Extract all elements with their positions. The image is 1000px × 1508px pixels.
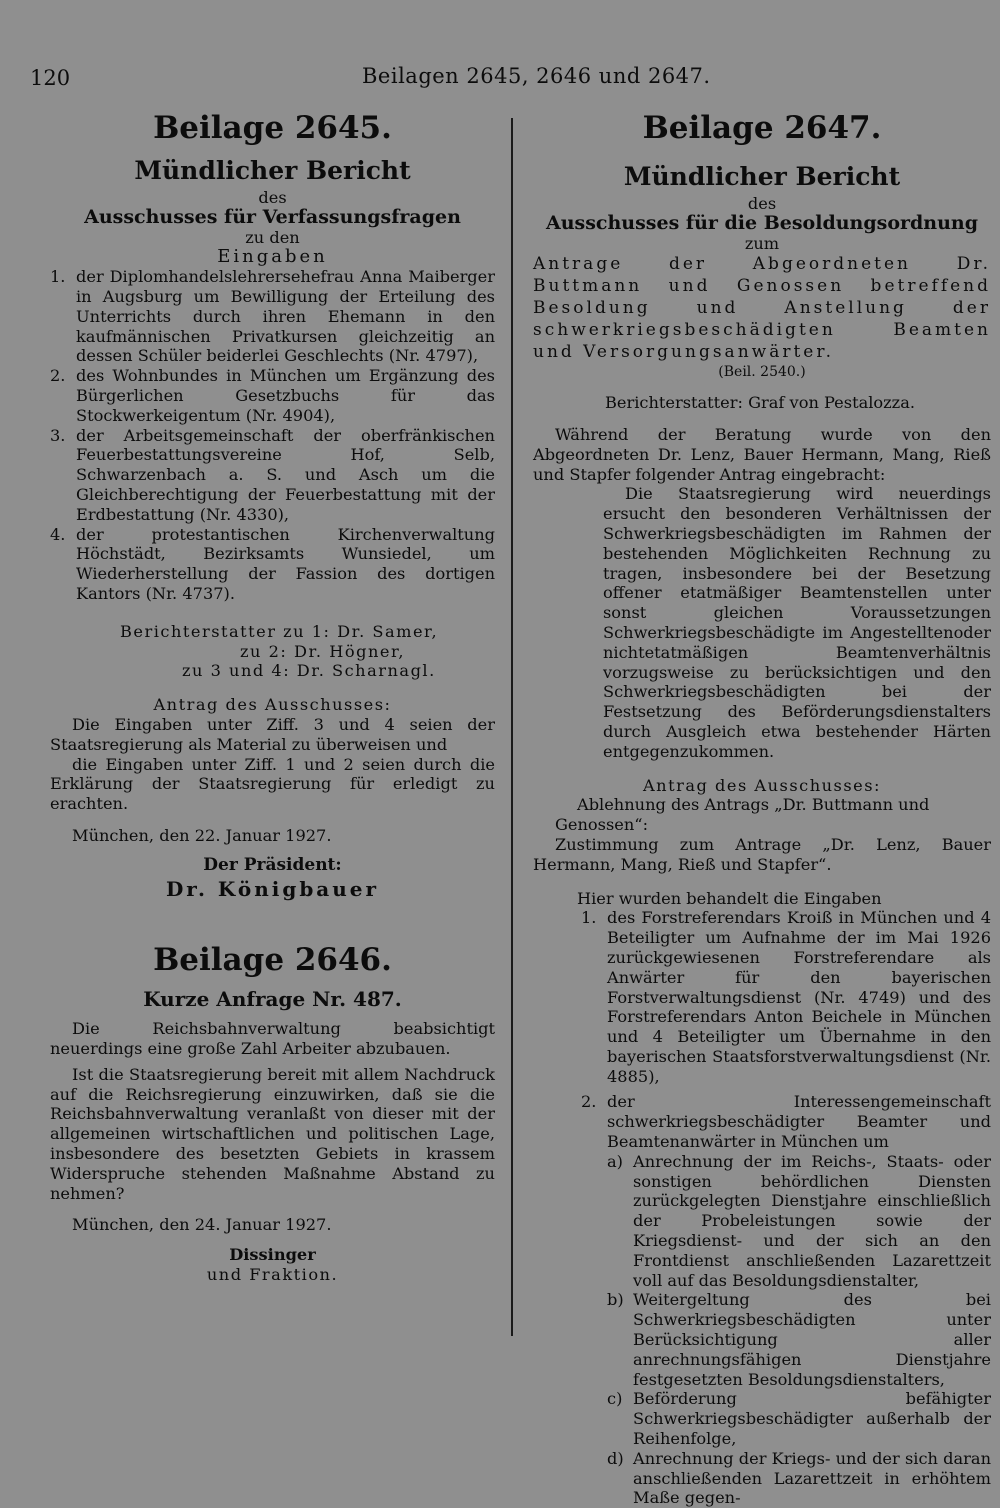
des-label: des xyxy=(747,194,777,213)
sub-item xyxy=(607,1449,991,1508)
quoted-motion: Die Staatsregierung wird neuerdings ersucht den besonderen Verhältnissen der Schwerkriegsbeschädigten im Rahmen der bestehenden Möglichkeiten Rechnung zu tragen, insbesondere bei der Besetzung offener etatmäßiger Beamtenstellen unter sonst gleichen Voraussetzungen Schwerkriegsbeschädigte im Angestelltenoder nichtetatmäßigen Beamtenverhältnis vorzugsweise zu berücksichtigen und den Schwerkriegsbeschädigten bei der Festsetzung des Beförderungsdienstalters durch Ausgleich etwa bestehender Härten entgegenzukommen. xyxy=(603,484,991,761)
item-text: der Arbeitsgemeinschaft der oberfränkischen Feuerbestattungsvereine Hof, Selb, Schwarzenbach a. S. und Asch um die Gleichberechtigung der Feuerbestattung mit der Erdbestattung (Nr. 4330), xyxy=(76,425,495,524)
item-number: 1. xyxy=(581,908,597,928)
intro-paragraph: Während der Beratung wurde von den Abgeordneten Dr. Lenz, Bauer Hermann, Mang, Rieß und Stapfer folgender Antrag eingebracht: xyxy=(533,424,991,484)
president-title: Der Präsident: xyxy=(203,854,342,875)
reporter-line: zu 2: Dr. Högner, xyxy=(240,641,406,661)
fraktion-label: und Fraktion. xyxy=(206,1265,339,1285)
report-heading: Mündlicher Bericht xyxy=(623,162,901,191)
beilage-2645-title: Beilage 2645. xyxy=(153,110,392,146)
item-text: des Forstreferendars Kroiß in München und 4 Beteiligter um Aufnahme der im Mai 1926 zurückgewiesenen Forstreferendare als Anwärter für den bayerischen Forstverwaltungsdienst (Nr. 4749) und des Forstreferendars Anton Beichele in München und 4 Beteiligter um Übernahme in den bayerischen Staatsforstverwaltungsdienst (Nr. 4885), xyxy=(607,908,991,1086)
anfrage-title: Kurze Anfrage Nr. 487. xyxy=(143,986,402,1011)
reporter-line: Berichterstatter: Graf von Pestalozza. xyxy=(605,393,915,413)
item-number: 4. xyxy=(50,524,66,544)
list-item xyxy=(50,366,495,425)
report-heading: Mündlicher Bericht xyxy=(134,156,411,185)
signer-name: Dissinger xyxy=(229,1245,316,1265)
sub-item xyxy=(607,1389,991,1448)
list-item xyxy=(50,525,495,604)
sub-item-letter: c) xyxy=(607,1389,623,1409)
committee-name: Ausschusses für Verfassungsfragen xyxy=(84,205,461,228)
running-title: Beilagen 2645, 2646 und 2647. xyxy=(362,64,711,88)
eingaben-list xyxy=(533,908,991,1508)
item-number: 2. xyxy=(50,366,66,386)
eingaben-list xyxy=(50,267,495,604)
list-item xyxy=(50,267,495,366)
page-number: 120 xyxy=(30,66,71,90)
antrag-paragraph: die Eingaben unter Ziff. 1 und 2 seien durch die Erklärung der Staatsregierung für erledigt zu erachten. xyxy=(50,754,495,814)
sub-list xyxy=(581,1152,991,1508)
sub-item-letter: d) xyxy=(607,1448,624,1468)
beilage-2647-title: Beilage 2647. xyxy=(642,110,882,146)
sub-item-text: Anrechnung der Kriegs- und der sich daran anschließenden Lazarettzeit in erhöhtem Maße gegen- xyxy=(633,1448,991,1508)
antrag-paragraph: Die Eingaben unter Ziff. 3 und 4 seien der Staatsregierung als Material zu überweisen und xyxy=(50,714,495,754)
antrag-heading: Antrag des Ausschusses: xyxy=(642,775,881,795)
item-number: 1. xyxy=(50,267,66,287)
beilage-2646-title: Beilage 2646. xyxy=(153,941,392,978)
column-divider xyxy=(511,118,513,1336)
sub-item-text: Beförderung befähigter Schwerkriegsbeschädigter außerhalb der Reihenfolge, xyxy=(633,1389,991,1449)
ablehnung-line: Ablehnung des Antrags „Dr. Buttmann und Genossen“: xyxy=(555,795,930,835)
des-label: des xyxy=(258,188,287,207)
sub-item-letter: b) xyxy=(607,1290,624,1310)
sub-item-letter: a) xyxy=(607,1151,623,1171)
item-text: der protestantischen Kirchenverwaltung Höchstädt, Bezirksamts Wunsiedel, um Wiederherstellung der Fassion des dortigen Kantors (Nr. 4737). xyxy=(76,524,495,603)
sub-item-text: Weitergeltung des bei Schwerkriegsbeschädigten unter Berücksichtigung aller anrechnungsfähigen Dienstjahre festgesetzten Besoldungsdienstalters, xyxy=(633,1290,991,1389)
sub-item-text: Anrechnung der im Reichs-, Staats- oder sonstigen behördlichen Diensten zurückgelegten Dienstjahre einschließlich der Probeleistungen sowie der Kriegsdienst- und der sich an den Frontdienst anschließenden Lazarettzeit voll auf das Besoldungsdienstalter, xyxy=(633,1151,991,1290)
zum-label: zum xyxy=(744,233,780,253)
sub-item xyxy=(607,1152,991,1291)
reporters xyxy=(50,622,495,681)
beil-reference: (Beil. 2540.) xyxy=(718,364,806,381)
right-column xyxy=(533,108,991,1508)
item-number: 3. xyxy=(50,425,66,445)
list-item xyxy=(581,1092,991,1151)
anfrage-paragraph: Die Reichsbahnverwaltung beabsichtigt neuerdings eine große Zahl Arbeiter abzubauen. xyxy=(50,1019,495,1059)
date-line: München, den 24. Januar 1927. xyxy=(72,1215,332,1235)
reporter-line: zu 3 und 4: Dr. Scharnagl. xyxy=(182,661,436,681)
left-column xyxy=(50,108,495,1285)
list-item xyxy=(581,908,991,1086)
antrag-heading: Antrag des Ausschusses: xyxy=(153,695,392,715)
item-text: der Interessengemeinschaft schwerkriegsbeschädigter Beamter und Beamtenanwärter in München um xyxy=(607,1092,991,1152)
antrag-subject: Antrage der Abgeordneten Dr. Buttmann und Genossen betreffend Besoldung und Anstellung der schwerkriegsbeschädigten Beamten und Versorgungsanwärter. xyxy=(533,254,991,363)
reporter-line: Berichterstatter zu 1: Dr. Samer, xyxy=(120,621,439,641)
sub-item xyxy=(607,1290,991,1389)
committee-name: Ausschusses für die Besoldungsordnung xyxy=(545,211,979,234)
zu-den-label: zu den xyxy=(245,227,300,247)
anfrage-paragraph: Ist die Staatsregierung bereit mit allem Nachdruck auf die Reichsregierung einzuwirken, daß sie die Reichsbahnverwaltung veranlaßt von dieser mit der allgemeinen wirtschaftlichen und politischen Lage, insbesondere des besetzten Gebiets in krassem Widerspruche stehenden Maßnahme Abstand zu nehmen? xyxy=(50,1064,495,1203)
date-line: München, den 22. Januar 1927. xyxy=(72,825,332,845)
hier-line: Hier wurden behandelt die Eingaben xyxy=(577,888,882,908)
item-text: des Wohnbundes in München um Ergänzung des Bürgerlichen Gesetzbuchs für das Stockwerkeigentum (Nr. 4904), xyxy=(76,366,495,425)
list-item xyxy=(50,426,495,525)
item-text: der Diplomhandelslehrersehefrau Anna Maiberger in Augsburg um Bewilligung der Erteilung des Unterrichts durch ihren Ehemann in den kaufmännischen Privatkursen gleichzeitig an dessen Schüler beiderlei Geschlechts (Nr. 4797), xyxy=(76,267,495,366)
item-number: 2. xyxy=(581,1092,597,1112)
zustimmung-line: Zustimmung zum Antrage „Dr. Lenz, Bauer Hermann, Mang, Rieß und Stapfer“. xyxy=(533,834,991,874)
president-name: Dr. Königbauer xyxy=(165,876,380,901)
eingaben-heading: Eingaben xyxy=(217,246,328,268)
